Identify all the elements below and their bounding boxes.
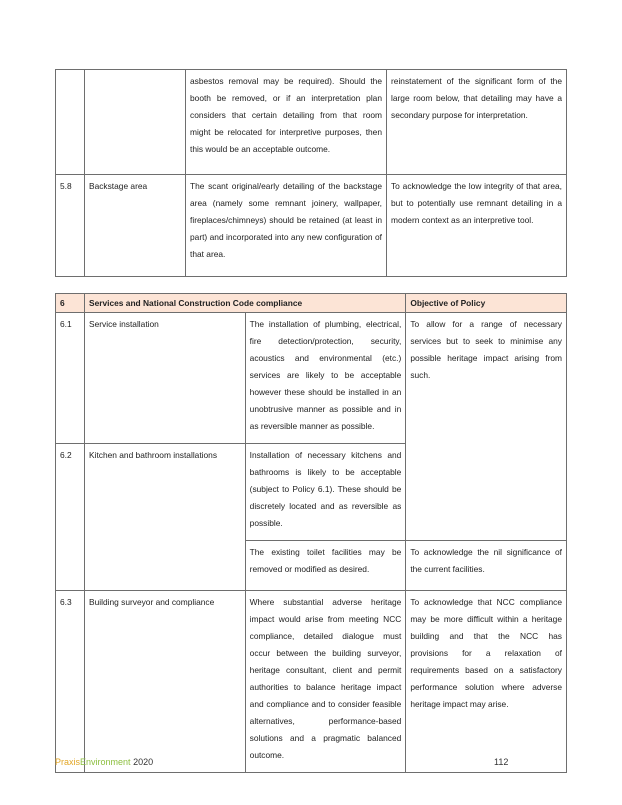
- row-objective: To allow for a range of necessary services but to seek to minimise any possible heritage impact arising from such.: [406, 313, 567, 541]
- row-policy-text: asbestos removal may be required). Should the booth be removed, or if an interpretation plan considers that certain detailing from that room might be relocated for interpretive purposes, then this would be an acceptable outcome.: [186, 70, 387, 175]
- row-policy-text-secondary: The existing toilet facilities may be removed or modified as desired.: [245, 541, 406, 591]
- row-area: Backstage area: [85, 175, 186, 277]
- row-policy-text: The installation of plumbing, electrical, fire detection/protection, security, acoustics and environmental (etc.) services are likely to be acceptable however these should be installed in an unobtrusive manner as possible and in as reversible manner as possible.: [245, 313, 406, 444]
- section-number: 6: [56, 294, 85, 313]
- row-area: Building surveyor and compliance: [85, 591, 246, 773]
- row-policy-text: The scant original/early detailing of the backstage area (namely some remnant joinery, wallpaper, fireplaces/chimneys) should be retained (at least in part) and incorporated into any new configuration of that area.: [186, 175, 387, 277]
- footer-brand: [55, 757, 153, 767]
- objective-heading: Objective of Policy: [406, 294, 567, 313]
- section-header-row: [56, 294, 567, 313]
- table-row: [56, 175, 567, 277]
- row-objective-secondary: To acknowledge the nil significance of the current facilities.: [406, 541, 567, 591]
- row-number: 6.1: [56, 313, 85, 444]
- table-row: [56, 591, 567, 773]
- policy-table-section-6: [55, 293, 567, 773]
- row-number: [56, 70, 85, 175]
- row-number: 6.2: [56, 444, 85, 591]
- section-title: Services and National Construction Code compliance: [85, 294, 406, 313]
- row-area: Kitchen and bathroom installations: [85, 444, 246, 591]
- row-policy-text: Where substantial adverse heritage impact would arise from meeting NCC compliance, detailed dialogue must occur between the building surveyor, heritage consultant, client and permit authorities to balance heritage impact and compliance and to consider feasible alternatives, performance-based solutions and a pragmatic balanced outcome.: [245, 591, 406, 773]
- policy-table-continued: [55, 69, 567, 277]
- page-number: 112: [494, 757, 509, 767]
- row-number: 5.8: [56, 175, 85, 277]
- table-row: [56, 313, 567, 444]
- row-policy-text: Installation of necessary kitchens and bathrooms is likely to be acceptable (subject to Policy 6.1). These should be discretely located and as reversible as possible.: [245, 444, 406, 541]
- row-objective: reinstatement of the significant form of the large room below, that detailing may have a secondary purpose for interpretation.: [387, 70, 567, 175]
- row-area: [85, 70, 186, 175]
- table-row: [56, 70, 567, 175]
- row-objective: To acknowledge that NCC compliance may be more difficult within a heritage building and that the NCC has provisions for a relaxation of requirements based on a satisfactory performance solution where adverse heritage impact may arise.: [406, 591, 567, 773]
- brand-praxis: Praxis: [55, 757, 81, 767]
- row-objective: To acknowledge the low integrity of that area, but to potentially use remnant detailing in a modern context as an interpretive tool.: [387, 175, 567, 277]
- footer-year: 2020: [133, 757, 154, 767]
- row-area: Service installation: [85, 313, 246, 444]
- brand-environment: Environment: [80, 757, 131, 767]
- row-number: 6.3: [56, 591, 85, 773]
